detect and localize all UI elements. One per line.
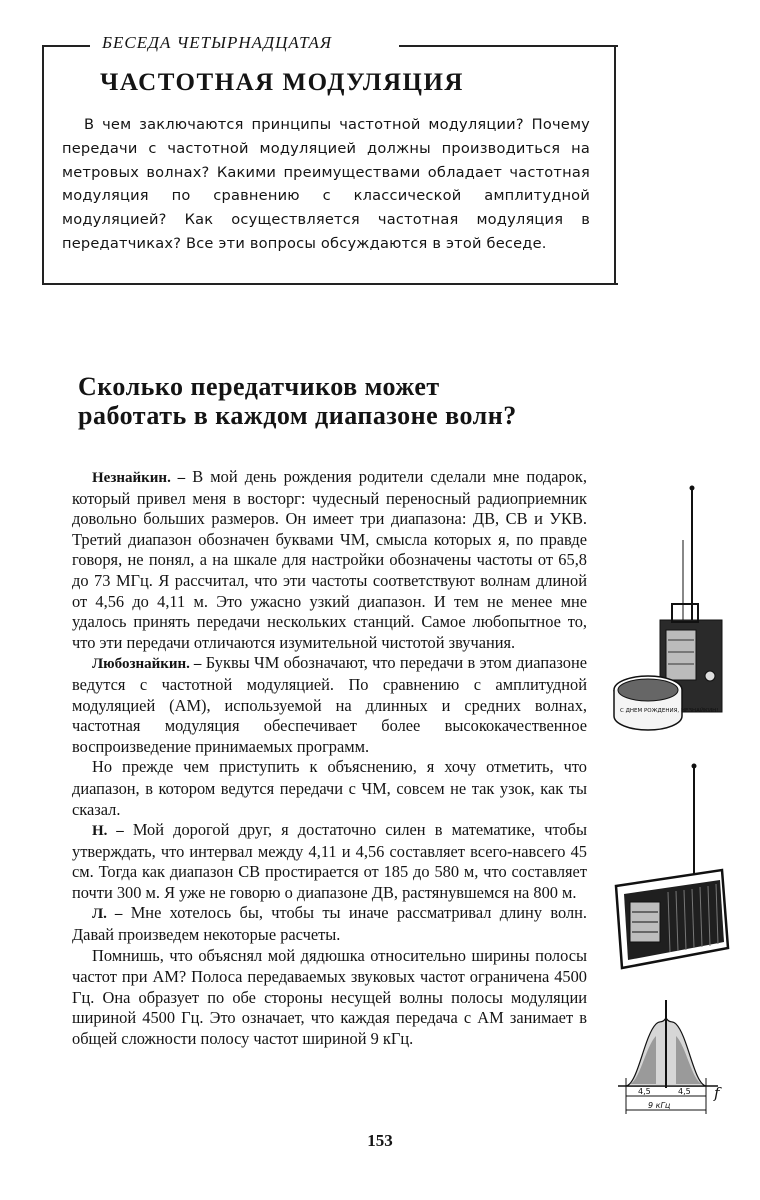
paragraph-text: Буквы ЧМ обозначают, что передачи в этом диапазоне ведутся с частотной модуляцией. По сравнению с амплитудной модуляцией (АМ), используемой на длинных и средних волнах, частотная модуляция обеспечивает более высококачественное воспроизведение принимаемых программ. xyxy=(72,653,587,756)
paragraph xyxy=(72,653,587,757)
speaker-label: Н. – xyxy=(92,823,124,840)
frame-border xyxy=(42,45,44,285)
paragraph xyxy=(72,467,587,653)
chapter-abstract: В чем заключаются принципы частотной модуляции? Почему передачи с частотной модуляцией должны производиться на метровых волнах? Какими преимуществами обладает частотная модуляция по сравнению с классической амплитудной модуляцией? Как осуществляется частотная модуляция в передатчиках? Все эти вопросы обсуждаются в этой беседе. xyxy=(62,116,590,252)
paragraph-text: В мой день рождения родители сделали мне подарок, который привел меня в восторг: чудесный переносный радиоприемник довольно больших размеров. Он имеет три диапазона: ДВ, СВ и УКВ. Третий диапазон обозначен буквами ЧМ, смысла которых я, по правде говоря, не понял, а на шкале для настройки обозначены частоты от 65,8 до 73 МГц. Я рассчитал, что эти частоты соответствуют волнам длиной от 4,56 до 4,11 м. Это ужасно узкий диапазон. И тем не менее мне удалось принять передачи нескольких станций. Самое любопытное то, что эти передачи отличаются изумительной чистотой звучания. xyxy=(72,467,587,652)
paragraph xyxy=(72,820,587,903)
paragraph-text: Помнишь, что объяснял мой дядюшка относительно ширины полосы частот при АМ? Полоса передаваемых звуковых частот ограничена 4500 Гц. Она образует по обе стороны несущей волны полосы модуляции шириной 4500 Гц. Это означает, что каждая передача с АМ занимает в общей сложности полосу частот шириной 9 кГц. xyxy=(72,945,587,1049)
am-bandwidth-diagram xyxy=(614,996,730,1122)
chapter-kicker: БЕСЕДА ЧЕТЫРНАДЦАТАЯ xyxy=(102,33,333,52)
paragraph xyxy=(72,903,587,945)
frame-border xyxy=(614,45,616,285)
frequency-axis-label: f xyxy=(714,1084,720,1102)
speaker-label: Л. – xyxy=(92,906,123,923)
paragraph-text: Мне хотелось бы, чтобы ты иначе рассматривал длину волн. Давай произведем некоторые расчеты. xyxy=(72,903,587,945)
paragraph xyxy=(72,757,587,820)
cake-inscription: С ДНЕМ РОЖДЕНИЯ, НЕЗНАЙКИН! xyxy=(620,708,719,714)
band-left-label: 4,5 xyxy=(638,1087,651,1096)
body-text xyxy=(72,467,587,1050)
frame-border xyxy=(399,45,618,47)
frame-border xyxy=(42,283,618,285)
chapter-box xyxy=(42,33,602,285)
speaker-label: Незнайкин. – xyxy=(92,470,186,486)
paragraph xyxy=(72,946,587,1050)
table-radio-illustration xyxy=(610,762,730,970)
band-right-label: 4,5 xyxy=(678,1087,691,1096)
band-total-label: 9 кГц xyxy=(648,1101,671,1110)
paragraph-text: Мой дорогой друг, я достаточно силен в математике, чтобы утверждать, что интервал между 4,11 и 4,56 составляет всего-навсего 45 см. Тогда как диапазон СВ простирается от 185 до 580 м, что составляет почти 300 м. Я уже не говорю о диапазоне ДВ, растянувшемся на 800 м. xyxy=(72,820,587,902)
page-number: 153 xyxy=(367,1131,393,1150)
paragraph-text: Но прежде чем приступить к объяснению, я хочу отметить, что диапазон, в котором ведутся передачи с ЧМ, совсем не так узок, как ты сказал. xyxy=(72,757,587,819)
speaker-label: Любознайкин. – xyxy=(92,656,202,673)
section-title: Сколько передатчиков может работать в каждом диапазоне волн? xyxy=(78,372,517,430)
chapter-title: ЧАСТОТНАЯ МОДУЛЯЦИЯ xyxy=(100,69,464,96)
radio-with-cake-illustration xyxy=(612,480,730,736)
frame-border xyxy=(42,45,90,47)
